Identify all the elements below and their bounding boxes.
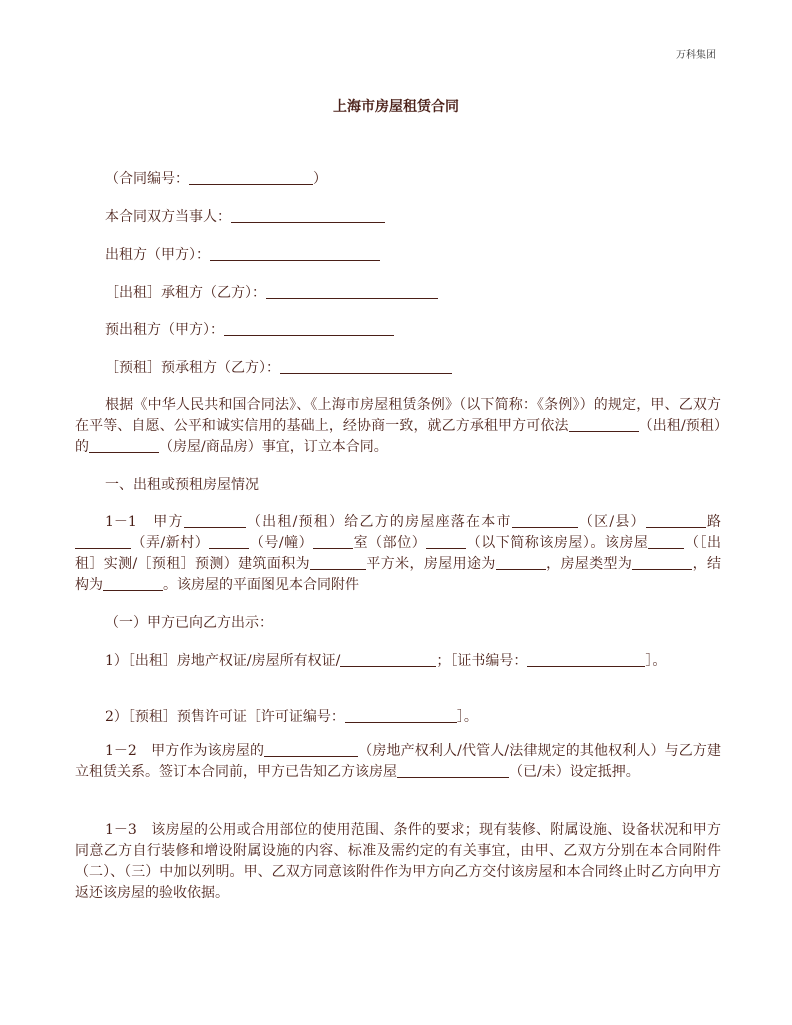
c12-text-c: （已/未）设定抵押。 (509, 764, 640, 780)
c11-blank-11[interactable] (632, 555, 692, 570)
item2-text-a: 2）［预租］预售许可证［许可证编号： (105, 709, 345, 725)
parties-label: 本合同双方当事人： (105, 209, 231, 225)
item2-text-b: ］。 (456, 709, 478, 725)
c11-blank-6[interactable] (313, 534, 353, 549)
section1-title: 一、出租或预租房屋情况 (105, 477, 259, 493)
lessor-label: 出租方（甲方）： (105, 247, 210, 263)
c12-blank-1[interactable] (264, 742, 358, 757)
item1-blank-1[interactable] (340, 652, 436, 667)
c11-blank-12[interactable] (103, 576, 163, 591)
item-1-line (105, 650, 666, 670)
c11-text-l: ，结构为 (75, 556, 722, 593)
item1-blank-2[interactable] (527, 652, 645, 667)
pre-lessee-line (105, 357, 452, 377)
c11-text-i: （［出租］实测/［预租］预测）建筑面积为 (75, 535, 721, 572)
item1-text-c: ］。 (645, 653, 667, 669)
c11-blank-5[interactable] (209, 534, 249, 549)
contract-number-close: ） (313, 171, 327, 187)
c11-text-e: （弄/新村） (131, 535, 210, 551)
lessee-blank[interactable] (266, 284, 438, 299)
c11-text-c: （区/县） (577, 514, 646, 530)
intro-text-2: （出租/预租）的 (75, 418, 722, 455)
c11-blank-4[interactable] (75, 534, 131, 549)
c11-blank-1[interactable] (184, 513, 246, 528)
intro-blank-1[interactable] (569, 417, 639, 432)
c11-blank-3[interactable] (646, 513, 706, 528)
c11-text-f: （号/幢） (249, 535, 314, 551)
company-name: 万科集团 (676, 50, 716, 61)
intro-text-1: 根据《中华人民共和国合同法》、《上海市房屋租赁条例》（以下简称：《条例》）的规定，甲、乙双方在平等、自愿、公平和诚实信用的基础上，经协商一致，就乙方承租甲方可依法 (75, 397, 721, 434)
c11-blank-8[interactable] (648, 534, 684, 549)
page-title: 上海市房屋租赁合同 (333, 99, 459, 115)
item-2-line (105, 706, 478, 726)
intro-paragraph (75, 395, 721, 458)
clause-1-1 (75, 512, 721, 596)
contract-number-blank[interactable] (189, 170, 313, 185)
item2-blank-1[interactable] (345, 708, 457, 723)
c11-text-g: 室（部位） (353, 535, 427, 551)
item1-text-b: ；［证书编号： (436, 653, 528, 669)
parties-line (105, 206, 385, 226)
c13-text: 1－3 该房屋的公用或合用部位的使用范围、条件的要求；现有装修、附属设施、设备状况和甲方同意乙方自行装修和增设附属设施的内容、标准及需约定的有关事宜，由甲、乙双方分别在本合同附件（二）、（三）中加以列明。甲、乙双方同意该附件作为甲方向乙方交付该房屋和本合同终止时乙方向甲方返还该房屋的验收依据。 (75, 822, 721, 901)
intro-blank-2[interactable] (89, 438, 159, 453)
contract-number-label: （合同编号： (105, 171, 189, 187)
c12-text-b: （房地产权利人/代管人/法律规定的其他权利人）与乙方建立租赁关系。签订本合同前，甲方已告知乙方该房屋 (75, 743, 721, 780)
clause-1-2 (75, 741, 721, 783)
c11-text-b: （出租/预租）给乙方的房屋座落在本市 (245, 514, 512, 530)
c11-text-k: ，房屋类型为 (545, 556, 633, 572)
pre-lessee-label: ［预租］预承租方（乙方）： (105, 360, 280, 376)
c11-blank-7[interactable] (426, 534, 466, 549)
c12-blank-2[interactable] (397, 763, 509, 778)
c12-text-a: 1－2 甲方作为该房屋的 (105, 743, 265, 759)
contract-number-line (105, 168, 327, 188)
pre-lessor-line (105, 319, 394, 339)
pre-lessor-blank[interactable] (224, 321, 394, 336)
c11-text-j: 平方米，房屋用途为 (366, 556, 496, 572)
item1-text-a: 1）［出租］房地产权证/房屋所有权证/ (105, 653, 341, 669)
lessee-line (105, 282, 438, 302)
c11-blank-2[interactable] (512, 513, 578, 528)
lessor-blank[interactable] (210, 246, 380, 261)
c11-text-m: 。该房屋的平面图见本合同附件 (163, 577, 359, 593)
c11-text-d: 路 (705, 514, 722, 530)
parties-blank[interactable] (231, 208, 385, 223)
subsection-1-title: （一）甲方已向乙方出示： (105, 615, 273, 631)
c11-text-a: 1－1 甲方 (105, 514, 184, 530)
lessor-line (105, 244, 380, 264)
c11-text-h: （以下简称该房屋）。该房屋 (466, 535, 649, 551)
intro-text-3: （房屋/商品房）事宜，订立本合同。 (159, 439, 388, 455)
lessee-label: ［出租］承租方（乙方）： (105, 285, 266, 301)
pre-lessee-blank[interactable] (280, 359, 452, 374)
pre-lessor-label: 预出租方（甲方）： (105, 322, 224, 338)
clause-1-3 (75, 820, 721, 904)
c11-blank-9[interactable] (310, 555, 366, 570)
c11-blank-10[interactable] (496, 555, 546, 570)
